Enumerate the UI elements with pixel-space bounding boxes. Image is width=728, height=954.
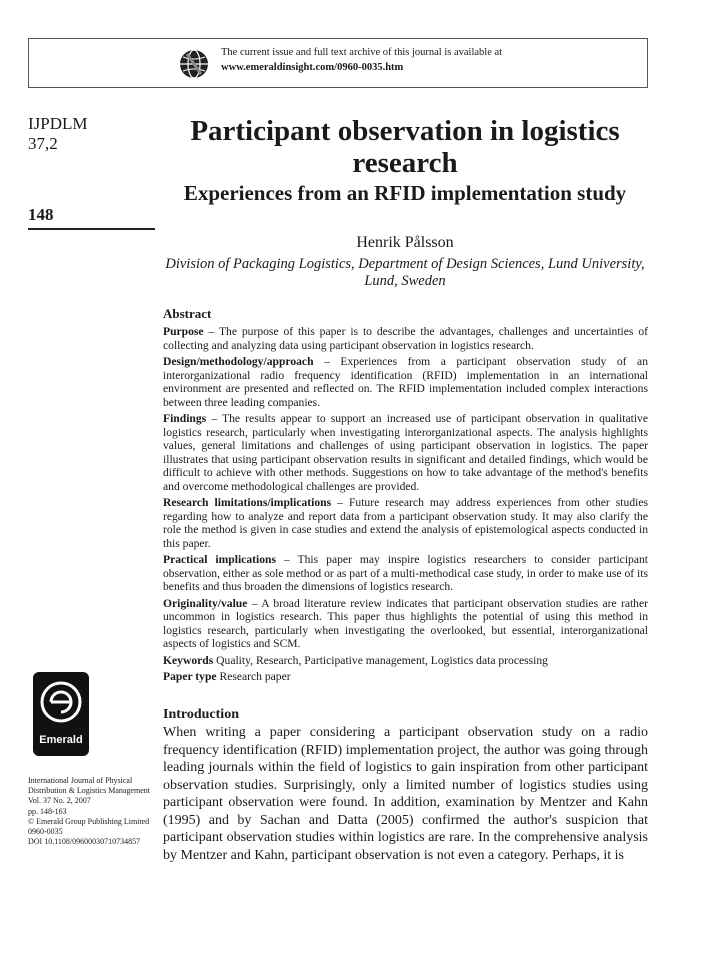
practical-label: Practical implications (163, 553, 276, 566)
journal-volume-issue: 37,2 (28, 134, 58, 153)
emerald-logo-text: Emerald (39, 734, 83, 746)
findings-label: Findings (163, 412, 207, 425)
citation-pages: pp. 148-163 (28, 806, 67, 816)
abstract-practical (163, 553, 648, 594)
abstract-heading: Abstract (163, 306, 212, 321)
abstract-originality (163, 597, 648, 651)
journal-abbreviation: IJPDLM (28, 114, 88, 133)
paper-type-label: Paper type (163, 670, 217, 683)
emerald-logo (33, 672, 89, 756)
introduction-section (163, 707, 648, 864)
paper-type-text: Research paper (216, 670, 291, 683)
abstract-limitations (163, 496, 648, 550)
citation-doi: DOI 10.1108/09600030710734857 (28, 837, 141, 847)
globe-icon (179, 49, 209, 79)
page-number-rule (28, 228, 155, 230)
findings-text: – The results appear to support an increased use of participant observation in qualitative logistics research, particularly when investigating interorganizational aspects. The analysis highlights values, general limitations and challenges of using participant observation in logistics. The paper illustrates that using participant observation results in significant and detailed findings, which would be difficult to achieve with other methods. Suggestions on how to take advantage of the method's benefits and overcome methodological challenges are provided. (163, 412, 648, 493)
emerald-e-icon (33, 672, 89, 732)
keywords-text: Quality, Research, Participative management, Logistics data processing (213, 653, 548, 667)
banner-url-link[interactable]: www.emeraldinsight.com/0960-0035.htm (221, 62, 404, 73)
design-text: – Experiences from a participant observation study of an interorganizational radio frequency identification (RFID) implementation in an international environment are presented and reflected on. The RFID implementation included complex interactions between three leading companies. (163, 355, 648, 409)
abstract-design (163, 355, 648, 409)
banner-availability-text: The current issue and full text archive of this journal is available at (221, 47, 503, 58)
abstract-paper-type (163, 670, 648, 684)
practical-text: – This paper may inspire logistics researchers to consider participant observation, either as sole method or as part of a multi-methodical case study, in order to make use of its benefits and thus broaden the dimensions of logistics research. (163, 553, 648, 593)
introduction-body: When writing a paper considering a participant observation study on a radio frequency identification (RFID) implementation project, the author was going through leading journals within the field of logistics to gain inspiration from other participant observation studies. Surprisingly, only a limited number of logistics studies using participant observation were found. In addition, examination by Mentzer and Kahn (1995) and by Sachan and Datta (2005) confirmed the author's suspicion that participant observation studies within logistics are rare. In the comprehensive analysis by Mentzer and Kahn, participant observation is not even a category. Perhaps, it is (163, 725, 648, 863)
keywords-label: Keywords (163, 653, 214, 667)
author-affiliation: Division of Packaging Logistics, Department of Design Sciences, Lund University, Lund, Sweden (165, 256, 645, 289)
purpose-label: Purpose (163, 325, 204, 338)
journal-code (28, 114, 88, 154)
introduction-heading: Introduction (163, 707, 239, 722)
limitations-label: Research limitations/implications (163, 496, 332, 509)
article-title: Participant observation in logistics research (190, 115, 620, 179)
page-number: 148 (28, 205, 54, 224)
abstract-findings (163, 412, 648, 493)
citation-volume: Vol. 37 No. 2, 2007 (28, 796, 91, 806)
article-subtitle: Experiences from an RFID implementation study (183, 181, 627, 205)
citation-journal: International Journal of Physical Distribution & Logistics Management (28, 776, 150, 796)
abstract (163, 306, 648, 687)
design-label: Design/methodology/approach (163, 355, 314, 368)
abstract-keywords (163, 654, 648, 668)
originality-label: Originality/value (163, 596, 248, 610)
author-name: Henrik Pålsson (356, 234, 454, 251)
limitations-text: – Future research may address experiences from other studies regarding how to analyze and report data from a participant observation study. It may also clarify the role the method is given in case studies and extend the analysis of epistemological aspects conducted in this paper. (163, 496, 648, 550)
citation-publisher: © Emerald Group Publishing Limited (28, 816, 150, 826)
originality-text: – A broad literature review indicates that participant observation studies are rather uncommon in logistics research. This paper thus highlights the potential of using this method in logistics research, particularly when investigating the overlooked, but essential, interorganizational aspects of logistics and SCM. (163, 596, 648, 650)
purpose-text: – The purpose of this paper is to describe the advantages, challenges and uncertainties of collecting and analyzing data using participant observation in logistics research. (163, 325, 648, 352)
citation-issn: 0960-0035 (28, 827, 63, 837)
abstract-purpose (163, 325, 648, 352)
journal-archive-banner (28, 38, 648, 88)
citation-block (28, 776, 163, 847)
